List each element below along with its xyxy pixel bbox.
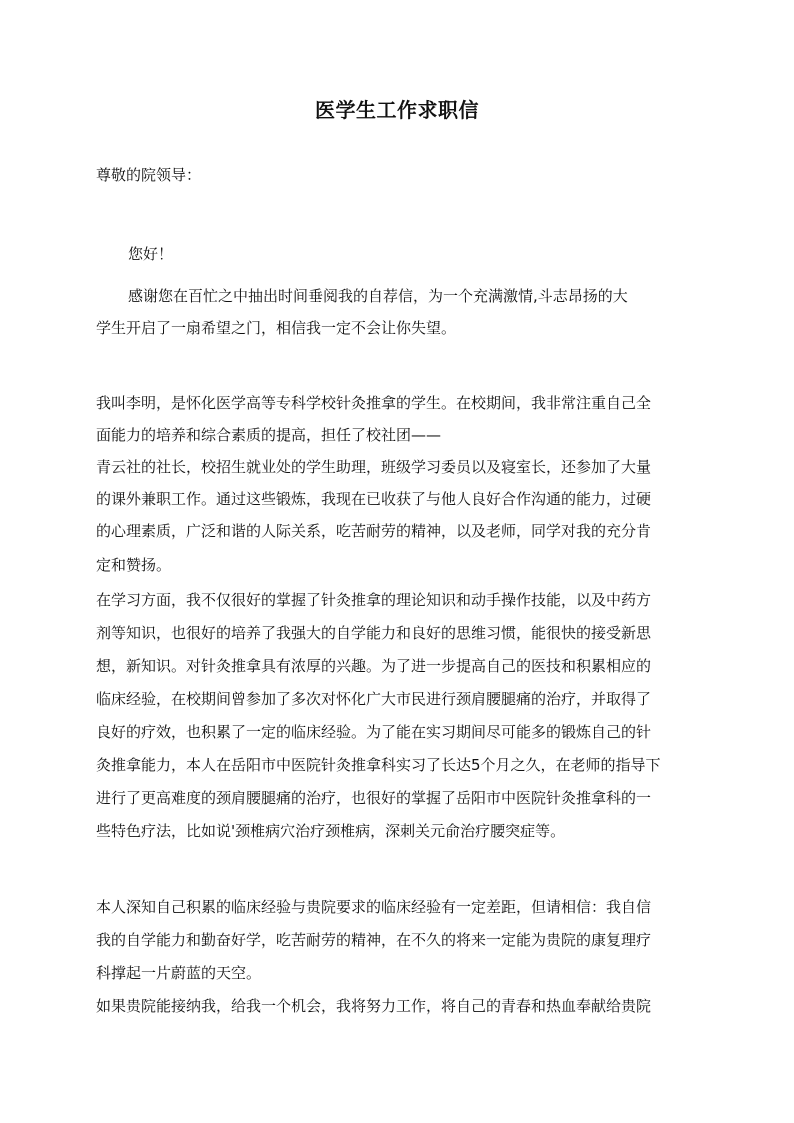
thanks-paragraph-line: 学生开启了一扇希望之门，相信我一定不会让你失望。 [96,319,457,337]
intro-paragraph-line: 的心理素质，广泛和谐的人际关系，吃苦耐劳的精神，以及老师，同学对我的充分肯 [96,522,652,540]
greeting-line: 您好！ [128,245,174,263]
closing-paragraph-line: 本人深知自己积累的临床经验与贵院要求的临床经验有一定差距，但请相信：我自信 [96,898,652,916]
study-paragraph-line: 灸推拿能力，本人在岳阳市中医院针灸推拿科实习了长达5个月之久，在老师的指导下 [96,756,661,774]
study-paragraph-line: 进行了更高难度的颈肩腰腿痛的治疗，也很好的掌握了岳阳市中医院针灸推拿科的一 [96,789,652,807]
study-paragraph-line: 剂等知识，也很好的培养了我强大的自学能力和良好的思维习惯，能很快的接受新思 [96,624,652,642]
intro-paragraph-line: 我叫李明，是怀化医学高等专科学校针灸推拿的学生。在校期间，我非常注重自己全 [96,394,652,412]
study-paragraph-line: 良好的疗效，也积累了一定的临床经验。为了能在实习期间尽可能多的锻炼自己的针 [96,723,652,741]
intro-paragraph-line: 的课外兼职工作。通过这些锻炼，我现在已收获了与他人良好合作沟通的能力，过硬 [96,490,652,508]
closing-paragraph-line: 如果贵院能接纳我，给我一个机会，我将努力工作，将自己的青春和热血奉献给贵院 [96,997,652,1015]
document-title: 医学生工作求职信 [315,98,479,122]
intro-paragraph-line: 青云社的社长，校招生就业处的学生助理，班级学习委员以及寝室长，还参加了大量 [96,458,652,476]
intro-paragraph-line: 面能力的培养和综合素质的提高，担任了校社团—— [96,426,442,444]
closing-paragraph-line: 科撑起一片蔚蓝的天空。 [96,964,262,982]
thanks-paragraph-line: 感谢您在百忙之中抽出时间垂阅我的自荐信，为一个充满激情,斗志昂扬的大 [128,287,628,305]
study-paragraph-line: 临床经验，在校期间曾参加了多次对怀化广大市民进行颈肩腰腿痛的治疗，并取得了 [96,690,652,708]
closing-paragraph-line: 我的自学能力和勤奋好学，吃苦耐劳的精神，在不久的将来一定能为贵院的康复理疗 [96,931,652,949]
intro-paragraph-line: 定和赞扬。 [96,556,172,574]
salutation: 尊敬的院领导： [96,166,202,184]
study-paragraph-line: 想，新知识。对针灸推拿具有浓厚的兴趣。为了进一步提高自己的医技和积累相应的 [96,657,652,675]
study-paragraph-line: 些特色疗法，比如说'颈椎病穴治疗颈椎病，深刺关元俞治疗腰突症等。 [96,822,566,840]
study-paragraph-line: 在学习方面，我不仅很好的掌握了针灸推拿的理论知识和动手操作技能，以及中药方 [96,591,652,609]
